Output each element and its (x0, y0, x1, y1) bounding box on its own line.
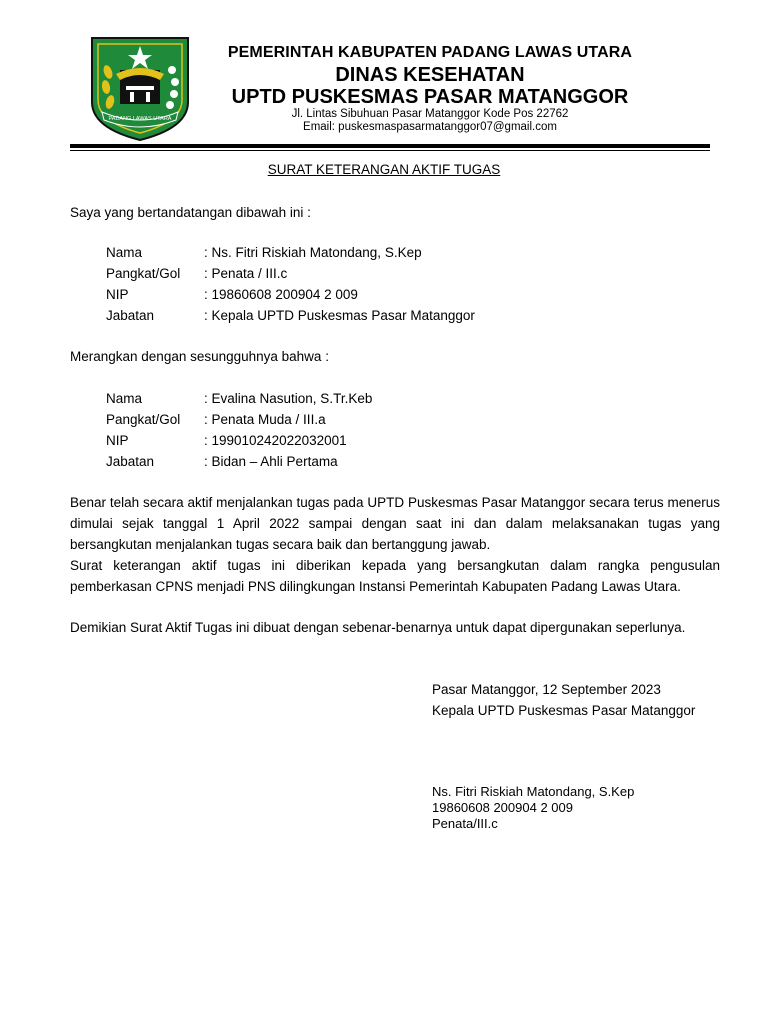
signature-position: Kepala UPTD Puskesmas Pasar Matanggor (432, 703, 696, 718)
document-title-text: SURAT KETERANGAN AKTIF TUGAS (267, 162, 501, 177)
letterhead-institution: UPTD PUSKESMAS PASAR MATANGGOR (231, 86, 629, 108)
signer-label-nip: NIP (106, 287, 129, 302)
subject-label-rank: Pangkat/Gol (106, 412, 181, 427)
signature-nip: 19860608 200904 2 009 (432, 800, 573, 815)
signer-label-position: Jabatan (106, 308, 155, 323)
subject-value-nip: : 199010242022032001 (204, 433, 347, 448)
subject-value-position: : Bidan – Ahli Pertama (204, 454, 338, 469)
subject-value-rank: : Penata Muda / III.a (204, 412, 326, 427)
subject-label-position: Jabatan (106, 454, 155, 469)
signer-value-nip: : 19860608 200904 2 009 (204, 287, 358, 302)
body-paragraph-2: Surat keterangan aktif tugas ini diberikan kepada yang bersangkutan dalam rangka pengusulan pemberkasan CPNS menjadi PNS dilingkungan Instansi Pemerintah Kabupaten Padang Lawas Utara. (70, 558, 720, 594)
letterhead-government: PEMERINTAH KABUPATEN PADANG LAWAS UTARA (227, 44, 633, 61)
closing-paragraph: Demikian Surat Aktif Tugas ini dibuat dengan sebenar-benarnya untuk dapat dipergunakan seperlunya. (70, 620, 686, 635)
letterhead-department: DINAS KESEHATAN (335, 64, 525, 86)
subject-label-nip: NIP (106, 433, 129, 448)
document-title (0, 162, 768, 177)
signature-place-date: Pasar Matanggor, 12 September 2023 (432, 682, 661, 697)
letterhead-divider-thick (70, 144, 710, 148)
signature-rank: Penata/III.c (432, 816, 498, 831)
subject-label-name: Nama (106, 391, 143, 406)
signer-value-position: : Kepala UPTD Puskesmas Pasar Matanggor (204, 308, 475, 323)
logo-banner-text: PADANG LAWAS UTARA (108, 116, 172, 122)
intro-text: Saya yang bertandatangan dibawah ini : (70, 205, 311, 220)
signer-label-name: Nama (106, 245, 143, 260)
signer-label-rank: Pangkat/Gol (106, 266, 181, 281)
subject-value-name: : Evalina Nasution, S.Tr.Keb (204, 391, 373, 406)
regency-emblem-logo (86, 32, 194, 142)
letterhead-address: Jl. Lintas Sibuhuan Pasar Matanggor Kode Pos 22762 (291, 108, 569, 120)
signer-value-rank: : Penata / III.c (204, 266, 288, 281)
letterhead-email: Email: puskesmaspasarmatanggor07@gmail.com (303, 121, 557, 133)
body-paragraph-1: Benar telah secara aktif menjalankan tugas pada UPTD Puskesmas Pasar Matanggor secara terus menerus dimulai sejak tanggal 1 April 2022 sampai dengan saat ini dan dalam melaksanakan tugas yang bersangkutan menjalankan tugas secara baik dan bertanggung jawab. (70, 495, 720, 552)
signature-name: Ns. Fitri Riskiah Matondang, S.Kep (432, 784, 635, 799)
signer-value-name: : Ns. Fitri Riskiah Matondang, S.Kep (204, 245, 422, 260)
letterhead-divider-thin (70, 150, 710, 151)
statement-text: Merangkan dengan sesungguhnya bahwa : (70, 349, 329, 364)
